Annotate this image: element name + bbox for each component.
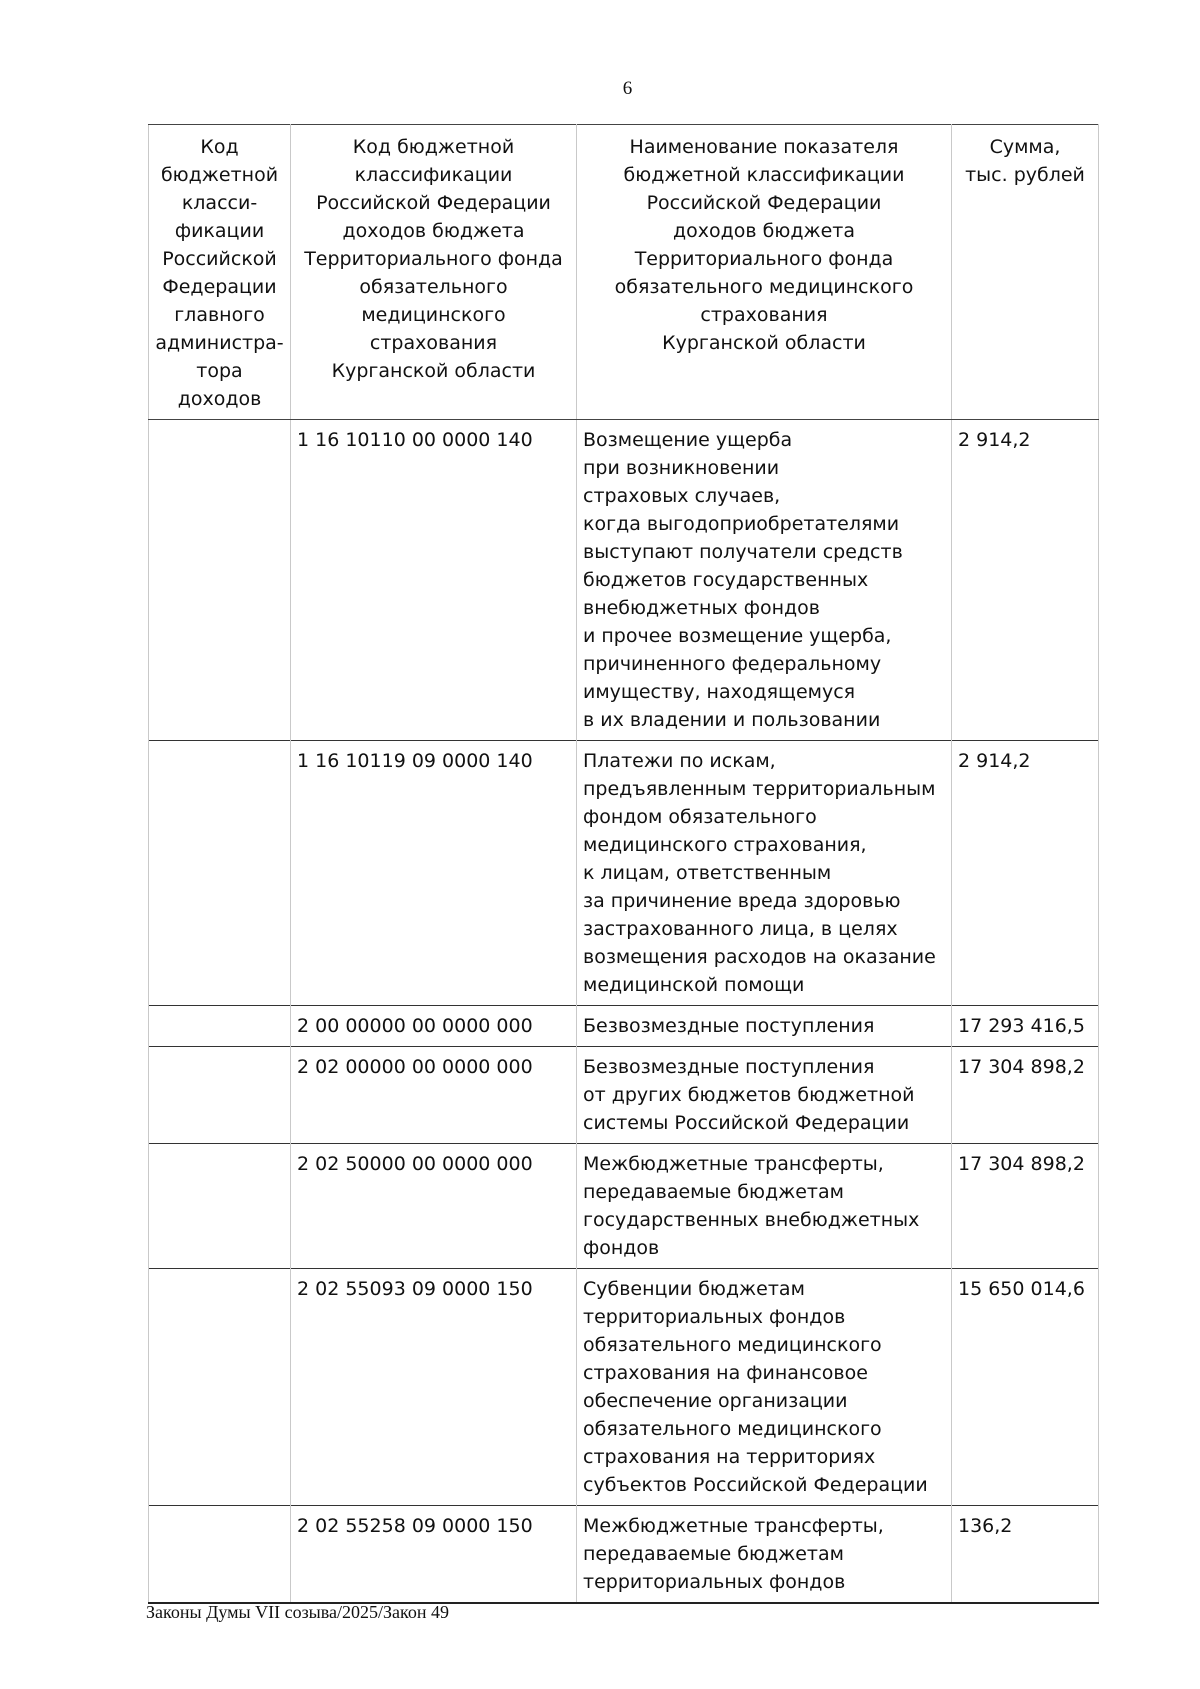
row-name-text: Безвозмездные поступления bbox=[583, 1015, 875, 1037]
header-indicator-name bbox=[577, 125, 952, 420]
row-name-text: Возмещение ущерба при возникновении страховых случаев, когда выгодоприобретателями выступают получатели средств бюджетов государственных внебюджетных фондов и прочее возмещение ущерба, причиненного федеральному имуществу, находящемуся в их владении и пользовании bbox=[583, 429, 903, 731]
row-name-cell bbox=[577, 1006, 952, 1047]
row-name-text: Платежи по искам, предъявленным территориальным фондом обязательного медицинского страхования, к лицам, ответственным за причинение вреда здоровью застрахованного лица, в целях возмещения расходов на оказание медицинской помощи bbox=[583, 750, 936, 996]
header-sum bbox=[952, 125, 1099, 420]
table-row bbox=[149, 1269, 1099, 1506]
header-admin-code-text: Код бюджетной класси- фикации Российской Федерации главного администра- тора доходов bbox=[155, 136, 284, 410]
row-name-cell bbox=[577, 1144, 952, 1269]
table-row bbox=[149, 1144, 1099, 1269]
row-admin-cell bbox=[149, 1006, 291, 1047]
table-row bbox=[149, 1006, 1099, 1047]
row-admin-cell bbox=[149, 1144, 291, 1269]
row-sum-cell: 17 304 898,2 bbox=[952, 1144, 1099, 1269]
row-name-text: Межбюджетные трансферты, передаваемые бюджетам государственных внебюджетных фондов bbox=[583, 1153, 920, 1259]
header-sum-text: Сумма, тыс. рублей bbox=[965, 136, 1085, 186]
row-sum-cell: 15 650 014,6 bbox=[952, 1269, 1099, 1506]
table-row bbox=[149, 1047, 1099, 1144]
row-admin-cell bbox=[149, 1269, 291, 1506]
row-admin-cell bbox=[149, 420, 291, 741]
table-row bbox=[149, 1506, 1099, 1604]
row-name-cell bbox=[577, 1047, 952, 1144]
row-code-cell: 2 00 00000 00 0000 000 bbox=[291, 1006, 577, 1047]
row-admin-cell bbox=[149, 1506, 291, 1604]
row-name-text: Межбюджетные трансферты, передаваемые бюджетам территориальных фондов bbox=[583, 1515, 884, 1593]
table-row bbox=[149, 741, 1099, 1006]
row-code-cell: 2 02 50000 00 0000 000 bbox=[291, 1144, 577, 1269]
table-row bbox=[149, 420, 1099, 741]
header-indicator-name-text: Наименование показателя бюджетной классификации Российской Федерации доходов бюджета Территориального фонда обязательного медицинского страхования Курганской области bbox=[614, 136, 914, 354]
row-name-cell bbox=[577, 741, 952, 1006]
row-code-cell: 2 02 00000 00 0000 000 bbox=[291, 1047, 577, 1144]
row-name-cell bbox=[577, 420, 952, 741]
header-budget-code bbox=[291, 125, 577, 420]
row-code-cell: 2 02 55258 09 0000 150 bbox=[291, 1506, 577, 1604]
row-sum-cell: 2 914,2 bbox=[952, 420, 1099, 741]
row-code-cell: 1 16 10119 09 0000 140 bbox=[291, 741, 577, 1006]
row-name-cell bbox=[577, 1269, 952, 1506]
page-number: 6 bbox=[622, 78, 633, 99]
row-sum-cell: 17 293 416,5 bbox=[952, 1006, 1099, 1047]
budget-revenue-table bbox=[148, 124, 1099, 1604]
row-name-cell bbox=[577, 1506, 952, 1604]
row-sum-cell: 17 304 898,2 bbox=[952, 1047, 1099, 1144]
row-code-cell: 1 16 10110 00 0000 140 bbox=[291, 420, 577, 741]
row-name-text: Субвенции бюджетам территориальных фондов обязательного медицинского страхования на финансовое обеспечение организации обязательного медицинского страхования на территориях субъектов Российской Федерации bbox=[583, 1278, 928, 1496]
header-admin-code bbox=[149, 125, 291, 420]
row-name-text: Безвозмездные поступления от других бюджетов бюджетной системы Российской Федерации bbox=[583, 1056, 915, 1134]
row-sum-cell: 2 914,2 bbox=[952, 741, 1099, 1006]
row-sum-cell: 136,2 bbox=[952, 1506, 1099, 1604]
row-admin-cell bbox=[149, 741, 291, 1006]
row-admin-cell bbox=[149, 1047, 291, 1144]
document-footer: Законы Думы VII созыва/2025/Закон 49 bbox=[146, 1602, 449, 1622]
table-header-row bbox=[149, 125, 1099, 420]
header-budget-code-text: Код бюджетной классификации Российской Федерации доходов бюджета Территориального фонда обязательного медицинского страхования Курганской области bbox=[304, 136, 563, 382]
row-code-cell: 2 02 55093 09 0000 150 bbox=[291, 1269, 577, 1506]
